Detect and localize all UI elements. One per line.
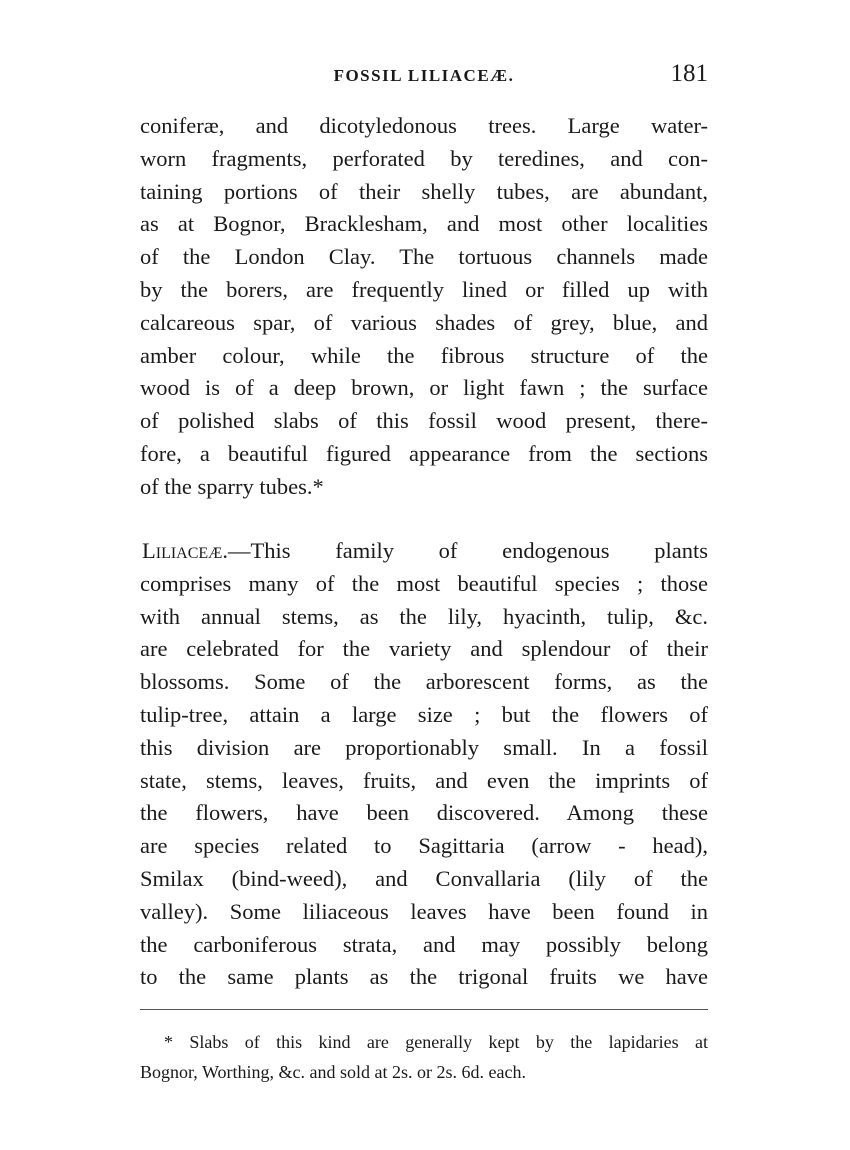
footnote-line: Bognor, Worthing, &c. and sold at 2s. or 2s. 6d. each. [140,1062,526,1082]
text-line: with annual stems, as the lily, hyacinth, tulip, &c. [140,603,708,629]
text-line: are celebrated for the variety and splendour of their [140,636,708,662]
text-line: of polished slabs of this fossil wood present, there- [140,408,708,434]
text-line: valley). Some liliaceous leaves have been found in [140,898,708,924]
text-line: this division are proportionably small. In a fossil [140,734,708,760]
text-line: the flowers, have been discovered. Among these [140,800,708,826]
text-line: tulip-tree, attain a large size ; but the flowers of [140,701,708,727]
running-title: FOSSIL LILIACEÆ. [333,66,515,85]
paragraph-fossil-wood [140,110,708,504]
text-line: state, stems, leaves, fruits, and even the imprints of [140,767,708,793]
text-line [140,535,708,568]
text-line: wood is of a deep brown, or light fawn ; the surface [140,375,708,401]
text-line: as at Bognor, Bracklesham, and most other localities [140,211,708,237]
text-line: worn fragments, perforated by teredines, and con- [140,145,708,171]
running-head [140,60,708,92]
paragraph-liliaceae [140,535,708,994]
text-line: are species related to Sagittaria (arrow - head), [140,833,708,859]
footnote-line: * Slabs of this kind are generally kept by the lapidaries at [164,1032,708,1052]
text-line: amber colour, while the fibrous structure of the [140,342,708,368]
text-line: comprises many of the most beautiful species ; those [140,570,708,596]
heading-continuation: —This family of endogenous plants [228,538,708,563]
footnote [140,1027,708,1087]
text-line: to the same plants as the trigonal fruits we have [140,964,708,990]
footnote-rule [140,1009,708,1010]
text-line: of the London Clay. The tortuous channels made [140,244,708,270]
text-line: the carboniferous strata, and may possibly belong [140,931,708,957]
text-line: calcareous spar, of various shades of grey, blue, and [140,309,708,335]
text-line: of the sparry tubes.* [140,473,324,499]
section-heading: Liliaceæ. [142,538,229,563]
text-line: blossoms. Some of the arborescent forms, as the [140,669,708,695]
page-number: 181 [670,60,708,87]
text-line: fore, a beautiful figured appearance from the sections [140,440,708,466]
text-line: coniferæ, and dicotyledonous trees. Large water- [140,113,708,138]
text-line: Smilax (bind-weed), and Convallaria (lily of the [140,865,708,891]
text-line: by the borers, are frequently lined or filled up with [140,276,708,302]
text-line: taining portions of their shelly tubes, are abundant, [140,178,708,204]
